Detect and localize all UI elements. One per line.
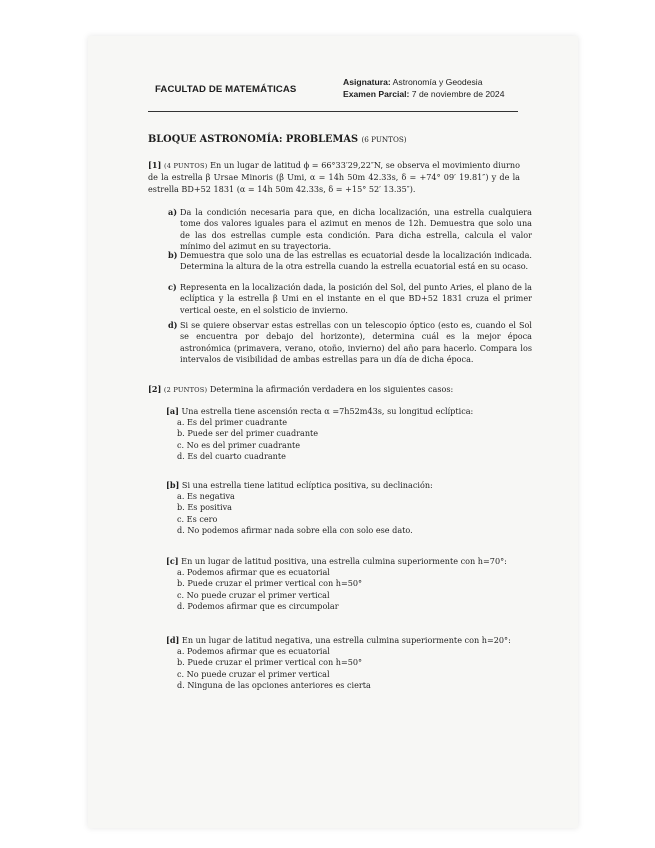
subject-value: Astronomía y Geodesia <box>392 77 483 87</box>
problem-2-points: (2 PUNTOS) <box>163 386 208 394</box>
option-b: b. Puede cruzar el primer vertical con h=50° <box>177 578 363 589</box>
problem-1-number: [1] <box>148 160 162 170</box>
question-c <box>166 556 507 612</box>
header-divider <box>148 111 518 112</box>
problem-1-part-b <box>168 250 532 273</box>
question-label: [d] <box>166 635 180 645</box>
option-d: d. No podemos afirmar nada sobre ella con solo ese dato. <box>177 524 413 535</box>
question-label: [c] <box>166 556 179 566</box>
option-b: b. Puede ser del primer cuadrante <box>177 428 319 439</box>
part-label: a) <box>168 207 178 217</box>
part-text: Demuestra que solo una de las estrellas es ecuatorial desde la localización indicada. Determina la altura de la otra estrella cuando la estrella ecuatorial está en su ocaso. <box>180 250 532 272</box>
option-b: b. Puede cruzar el primer vertical con h=50° <box>177 657 363 668</box>
option-a: a. Podemos afirmar que es ecuatorial <box>177 567 330 578</box>
exam-date: 7 de noviembre de 2024 <box>411 89 505 99</box>
question-text: En un lugar de latitud negativa, una estrella culmina superiormente con h=20°: <box>181 635 511 645</box>
problem-2-statement <box>148 384 520 396</box>
problem-2-text: Determina la afirmación verdadera en los siguientes casos: <box>209 384 454 394</box>
question-a <box>166 406 473 462</box>
problem-1-part-c <box>168 282 532 316</box>
part-label: b) <box>168 250 178 260</box>
section-title-text: BLOQUE ASTRONOMÍA: PROBLEMAS <box>148 134 359 145</box>
option-d: d. Podemos afirmar que es circumpolar <box>177 600 339 611</box>
section-title <box>148 134 407 145</box>
question-stem <box>166 406 473 417</box>
part-label: c) <box>168 282 177 292</box>
faculty-name: FACULTAD DE MATEMÁTICAS <box>155 84 297 95</box>
problem-1-points: (4 PUNTOS) <box>163 162 208 170</box>
question-label: [a] <box>166 406 179 416</box>
problem-1-statement <box>148 160 520 195</box>
option-b: b. Es positiva <box>177 502 232 513</box>
option-c: c. No puede cruzar el primer vertical <box>177 589 330 600</box>
problem-2-number: [2] <box>148 384 162 394</box>
problem-1-part-d <box>168 320 532 365</box>
subject-line <box>343 76 505 88</box>
question-d <box>166 635 511 691</box>
option-d: d. Ninguna de las opciones anteriores es cierta <box>177 679 371 690</box>
question-b <box>166 480 433 536</box>
exam-info <box>343 76 505 100</box>
option-c: c. No puede cruzar el primer vertical <box>177 668 330 679</box>
part-text: Si se quiere observar estas estrellas con un telescopio óptico (esto es, cuando el Sol se encuentra por debajo del horizonte), determina cuál es la mejor época astronómica (primavera, verano, otoño, invierno) del año para hacerlo. Compara los intervalos de visibilidad de ambas estrellas para un día de dicha época. <box>180 320 532 364</box>
option-a: a. Podemos afirmar que es ecuatorial <box>177 646 330 657</box>
option-d: d. Es del cuarto cuadrante <box>177 450 286 461</box>
option-a: a. Es del primer cuadrante <box>177 417 287 428</box>
part-text: Da la condición necesaria para que, en dicha localización, una estrella cualquiera tome dos valores iguales para el azimut en menos de 12h. Demuestra que solo una de las dos estrellas cumple esta condición. Para dicha estrella, calcula el valor mínimo del azimut en su trayectoria. <box>180 207 532 251</box>
part-text: Representa en la localización dada, la posición del Sol, del punto Aries, el plano de la eclíptica y la estrella β Umi en el instante en el que BD+52 1831 cruza el primer vertical oeste, en el solsticio de invierno. <box>180 282 532 315</box>
problem-1-text: En un lugar de latitud ϕ = 66°33′29,22″N, se observa el movimiento diurno de la estrella β Ursae Minoris (β Umi, α = 14h 50m 42.33s, δ = +74° 09′ 19.81″) y de la estrella BD+52 1831 (α = 14h 50m 42.33s, δ = +15° 52′ 13.35″). <box>148 160 520 194</box>
question-stem <box>166 480 433 491</box>
option-c: c. No es del primer cuadrante <box>177 439 301 450</box>
question-text: En un lugar de latitud positiva, una estrella culmina superiormente con h=70°: <box>181 556 507 566</box>
question-label: [b] <box>166 480 180 490</box>
section-points: (6 PUNTOS) <box>361 135 407 144</box>
question-stem <box>166 556 507 567</box>
option-c: c. Es cero <box>177 513 218 524</box>
exam-label: Examen Parcial: <box>343 89 410 99</box>
question-text: Si una estrella tiene latitud eclíptica positiva, su declinación: <box>181 480 433 490</box>
problem-1-part-a <box>168 207 532 252</box>
subject-label: Asignatura: <box>343 77 391 87</box>
exam-line <box>343 88 505 100</box>
question-text: Una estrella tiene ascensión recta α =7h52m43s, su longitud eclíptica: <box>181 406 474 416</box>
option-a: a. Es negativa <box>177 491 235 502</box>
part-label: d) <box>168 320 178 330</box>
question-stem <box>166 635 511 646</box>
